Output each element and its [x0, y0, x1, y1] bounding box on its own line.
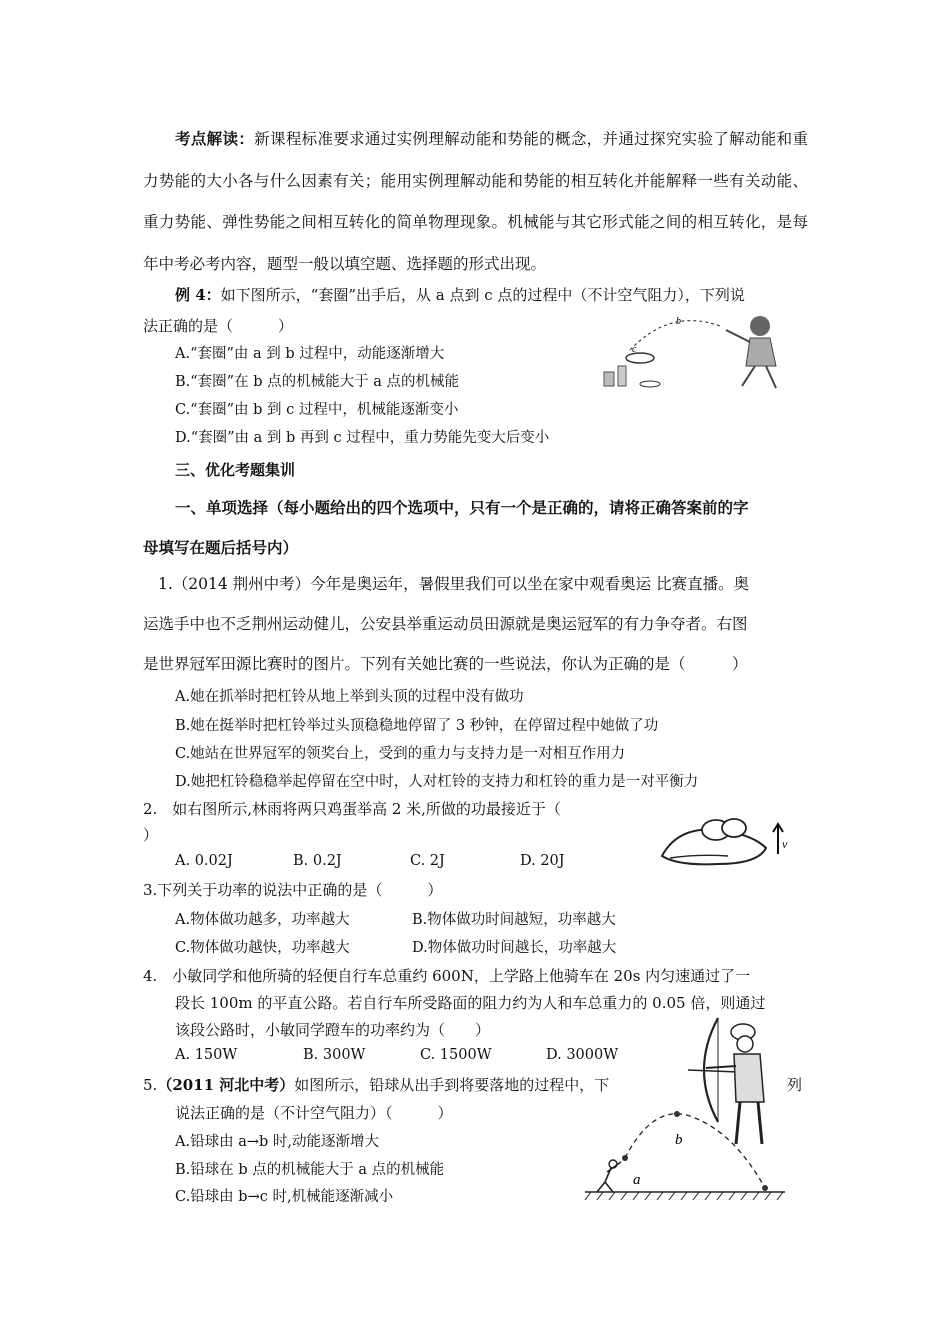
part1-title-line1: 一、单项选择（每小题给出的四个选项中，只有一个是正确的，请将正确答案前的字	[175, 498, 749, 517]
example4-option-b: B.“套圈”在 b 点的机械能大于 a 点的机械能	[175, 374, 459, 390]
q3-option-d: D.物体做功时间越长，功率越大	[412, 940, 617, 956]
figure-label-b: b	[676, 316, 681, 327]
q4-option-c: C. 1500W	[420, 1047, 492, 1063]
q4-line1: 4. 小敏同学和他所骑的轻便自行车总重约 600N，上学路上他骑车在 20s 内匀速通过了一	[143, 967, 751, 985]
kaodian-text: 新课程标准要求通过实例理解动能和势能的概念，并通过探究实验了解动能和重力势能的大小各与什么因素有关；能用实例理解动能和势能的相互转化并能解释一些有关动能、重力势能、弹性势能之间相互转化的简单物理现象。机械能与其它形式能之间的相互转化，是每年中考必考内容，题型一般以填空题、选择题的形式出现。	[143, 130, 808, 273]
q1-option-a: A.她在抓举时把杠铃从地上举到头顶的过程中没有做功	[175, 689, 524, 705]
q3-option-b: B.物体做功时间越短，功率越大	[412, 912, 616, 928]
example4-option-a: A.“套圈”由 a 到 b 过程中，动能逐渐增大	[175, 346, 445, 362]
q3-line1: 3.下列关于功率的说法中正确的是（ ）	[143, 881, 443, 899]
q5-line1-tail: 列	[787, 1076, 803, 1094]
ring-toss-figure	[600, 308, 790, 393]
q2-option-d: D. 20J	[520, 853, 565, 869]
q2-option-a: A. 0.02J	[175, 853, 233, 869]
q4-line2: 段长 100m 的平直公路。若自行车所受路面的阻力约为人和车总重力的 0.05 倍，则通过	[175, 994, 766, 1012]
q4-line3: 该段公路时，小敏同学蹬车的功率约为（ ）	[175, 1021, 491, 1039]
q2-line1: 2. 如右图所示,林雨将两只鸡蛋举高 2 米,所做的功最接近于（	[143, 800, 561, 818]
q1-line2: 运选手中也不乏荆州运动健儿，公安县举重运动员田源就是奥运冠军的有力争夺者。右图	[143, 615, 748, 633]
q5-option-a: A.铅球由 a→b 时,动能逐渐增大	[175, 1134, 379, 1150]
figure-label-c: c	[632, 344, 637, 355]
example4-label: 例 4：	[175, 286, 221, 304]
q5-option-b: B.铅球在 b 点的机械能大于 a 点的机械能	[175, 1162, 445, 1178]
q1-line3: 是世界冠军田源比赛时的图片。下列有关她比赛的一些说法，你认为正确的是（ ）	[143, 655, 748, 673]
q2-option-b: B. 0.2J	[293, 853, 342, 869]
q4-option-d: D. 3000W	[546, 1047, 619, 1063]
part1-title-line2: 母填写在题后括号内）	[143, 538, 299, 557]
shot-put-figure	[585, 1110, 795, 1205]
q5-line2: 说法正确的是（不计空气阻力）（ ）	[175, 1104, 453, 1122]
q2-line2: ）	[143, 826, 159, 844]
section3-title: 三、优化考题集训	[175, 461, 296, 479]
q5-option-c: C.铅球由 b→c 时,机械能逐渐减小	[175, 1189, 394, 1205]
figure-label-a: a	[633, 1172, 641, 1188]
example4-option-d: D.“套圈”由 a 到 b 再到 c 过程中，重力势能先变大后变小	[175, 430, 550, 446]
q3-option-a: A.物体做功越多，功率越大	[175, 912, 350, 928]
hand-eggs-figure	[658, 808, 793, 870]
q1-option-b: B.她在挺举时把杠铃举过头顶稳稳地停留了 3 秒钟，在停留过程中她做了功	[175, 718, 659, 734]
q4-option-a: A. 150W	[175, 1047, 238, 1063]
figure-label-b: b	[675, 1132, 683, 1148]
q1-option-c: C.她站在世界冠军的领奖台上，受到的重力与支持力是一对相互作用力	[175, 746, 626, 762]
example4-line2: 法正确的是（ ）	[143, 317, 294, 335]
example4-line1: 例 4：如下图所示，“套圈”出手后，从 a 点到 c 点的过程中（不计空气阻力），下列说	[175, 286, 745, 304]
q4-option-b: B. 300W	[303, 1047, 366, 1063]
q1-option-d: D.她把杠铃稳稳举起停留在空中时，人对杠铃的支持力和杠铃的重力是一对平衡力	[175, 774, 699, 790]
q3-option-c: C.物体做功越快，功率越大	[175, 940, 350, 956]
q5-source: （2011 河北中考）	[157, 1076, 295, 1094]
q1-line1: 1.（2014 荆州中考）今年是奥运年，暑假里我们可以坐在家中观看奥运 比赛直播。奥	[158, 575, 750, 593]
kaodian-label: 考点解读：	[175, 129, 255, 148]
kaodian-paragraph	[143, 118, 808, 285]
figure-label-v: v	[782, 837, 788, 851]
example4-option-c: C.“套圈”由 b 到 c 过程中，机械能逐渐变小	[175, 402, 459, 418]
q2-option-c: C. 2J	[410, 853, 445, 869]
q5-line1: 5.（2011 河北中考）如图所示，铅球从出手到将要落地的过程中，下	[143, 1076, 610, 1094]
